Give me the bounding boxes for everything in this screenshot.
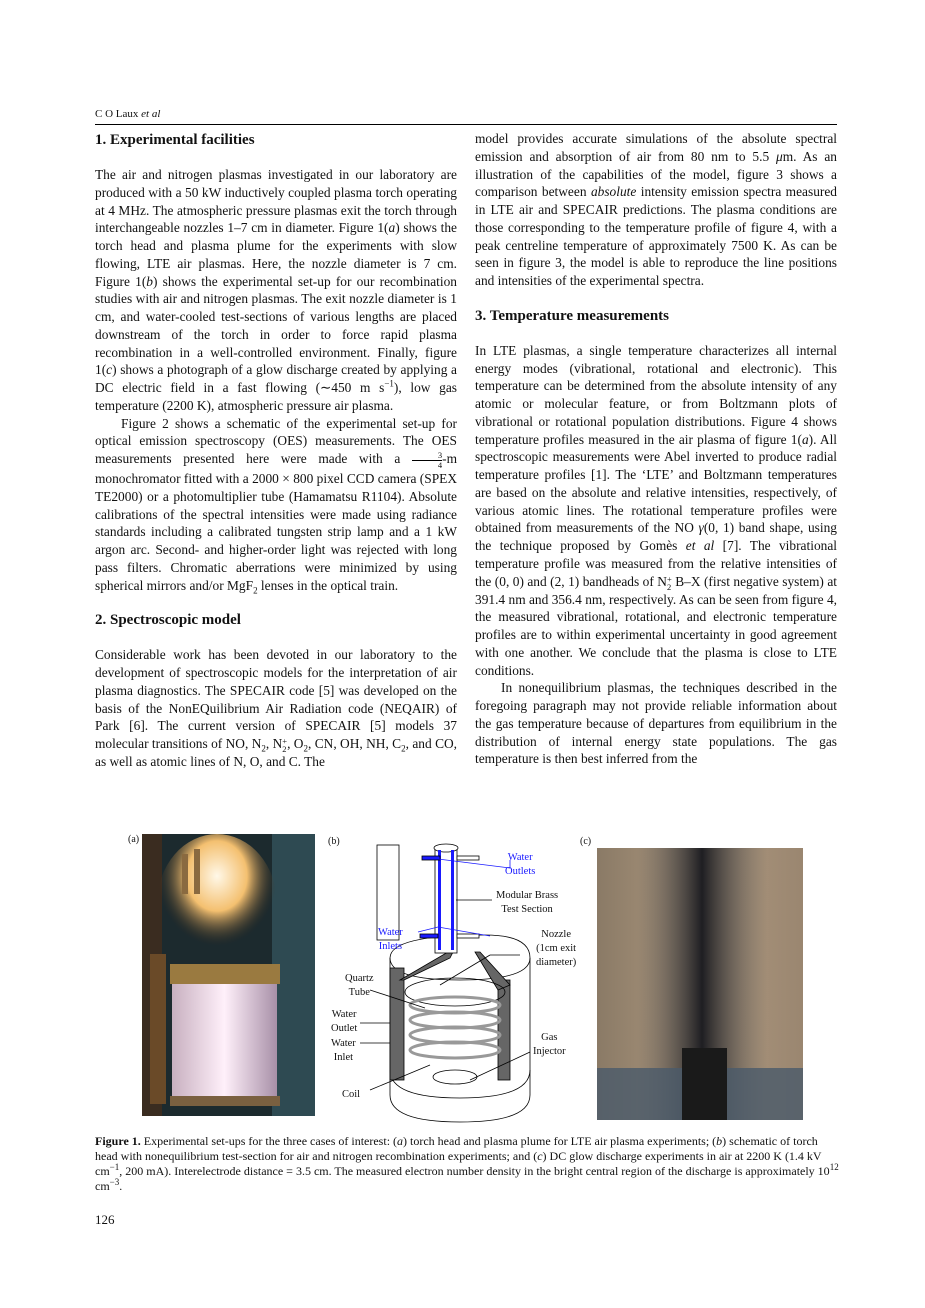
subscript: 2 [253,585,258,596]
italic-text: b [146,273,153,289]
figure-label: Figure 1. [95,1134,141,1148]
italic-text: absolute [590,184,637,200]
page-number: 126 [95,1212,115,1227]
subscript: 2 [261,743,266,754]
figure-caption: Figure 1. Experimental set-ups for the three cases of interest: (a) torch head and plasma plume for LTE air plasma experiments; (b) schematic of torch head with nonequilibrium test-section for air and nitrogen recombination experiments; and (c) DC glow discharge experiments in air at 2200 K (1.4 kV $cm^{-1}$, 200 mA). Interelectrode distance = 3.5 cm. The measured electron number density in the bright central region of the discharge is approximately $10^{12}$ $cm^{-3}$. [95,1134,839,1193]
italic-text: c [106,362,113,378]
right-column [475,130,837,768]
sup-sub-script: + 2 [282,736,288,754]
superscript: −1 [109,1162,120,1172]
panel-label-c: (c) [580,836,592,847]
label-brass-test-section: Modular Brass Test Section [496,890,559,915]
label-water-outlet: Water Outlet [331,1009,358,1034]
label-coil: Coil [342,1089,361,1100]
label-water-inlets: Water Inlets [378,927,403,952]
section-heading-temperature-measurements: 3. Temperature measurements [475,307,670,324]
left-column [95,130,457,771]
paragraph: model provides accurate simulations of the absolute spectral emission and absorption of air from 80 nm to 5.5 μm. As an illustration of the capabilities of the model, figure 3 shows a comparison between absolute intensity emission spectra measured in LTE air and SPECAIR predictions. The plasma conditions are those corresponding to the temperature profile of figure 4, with a peak centreline temperature of approximately 7500 K. As can be seen in figure 3, the model is able to reproduce the line positions and intensities of the experimental spectra. [475,131,837,288]
section-heading-experimental-facilities: 1. Experimental facilities [95,132,255,148]
italic-text: c [537,1149,543,1163]
italic-text: γ [698,520,704,536]
italic-text: a [388,220,396,236]
label-quartz-tube: Quartz Tube [345,973,374,998]
running-head: C O Laux et al [95,108,161,120]
italic-text: a [801,431,809,447]
glow-discharge-photo [597,848,803,1120]
header-rule [95,124,837,125]
label-nozzle: Nozzle (1cm exit diameter) [536,929,577,968]
label-water-inlet: Water Inlet [331,1038,356,1063]
superscript: −3 [109,1177,120,1187]
subscript: 2 [401,743,406,754]
italic-text: a [397,1134,404,1148]
label-water-outlets: Water Outlets [505,852,536,877]
label-gas-injector: Gas Injector [533,1032,566,1057]
paragraph: In LTE plasmas, a single temperature characterizes all internal energy modes (vibrational, rotational and electronic). This temperature can be determined from the absolute intensity of any atomic or molecular feature, or from Boltzmann plots of vibrational or rotational population distributions. Figure 4 shows temperature profiles measured in the air plasma of figure 1(a). All spectroscopic measurements were Abel inverted to produce radial temperature profiles [1]. The ‘LTE’ and Boltzmann temperatures are based on the absolute and relative intensities, respectively, of various atomic lines. The rotational temperature profiles were obtained from measurements of the NO γ(0, 1) band shape, using the technique proposed by Gomès et al [7]. The vibrational temperature profile was measured from the relative intensities of the (0, 0) and (2, 1) bandheads of N + 2 B–X (first negative system) at 391.4 nm and 356.4 nm, respectively. As can be seen from figure 4, the measured vibrational, rotational, and electronic temperature profiles are to within experimental uncertainty in good agreement with one another. We conclude that the plasma is close to LTE conditions. [475,342,838,678]
paragraph: Considerable work has been devoted in our laboratory to the development of spectroscopic models for the interpretation of air plasma diagnostics. The SPECAIR code [5] was developed on the basis of the NonEQuilibrium Air Radiation code (NEQAIR) of Park [6]. The current version of SPECAIR [5] models 37 molecular transitions of NO, $N_2$, N + 2 , $O_2$, CN, OH, NH, $C_2$, and CO, as well as atomic lines of N, O, and C. The [95,647,458,769]
torch-photo [142,834,315,1116]
superscript: 12 [829,1162,839,1172]
section-heading-spectroscopic-model: 2. Spectroscopic model [95,612,241,629]
sup-sub-script: + 2 [666,573,672,592]
panel-label-a: (a) [128,834,140,845]
superscript: −1 [384,378,394,389]
panel-label-b: (b) [328,836,340,847]
paragraph: In nonequilibrium plasmas, the techniques described in the foregoing paragraph may not provide reliable information about the gas temperature because of departures from equilibrium in the distribution of internal energy state populations. The gas temperature is then best inferred from the [475,680,837,767]
italic-text: μ [776,148,783,164]
subscript: 2 [303,743,308,754]
fraction: $\frac{3}{4}$ [412,451,442,470]
paragraph: The air and nitrogen plasmas investigated in our laboratory are produced with a 50 kW inductively coupled plasma torch operating at 4 MHz. The atmospheric pressure plasmas exit the torch through interchangeable nozzles 1–7 cm in diameter. Figure 1(a) shows the torch head and plasma plume for the experiments with slow flowing, LTE air plasmas. Here, the nozzle diameter is 7 cm. Figure 1(b) shows the experimental set-up for our recombination studies with air and nitrogen plasmas. The exit nozzle diameter is 1 cm, and water-cooled test-sections of various lengths are placed downstream of the torch in order to force rapid plasma recombination in a well-controlled environment. Finally, figure 1(c) shows a photograph of a glow discharge created by applying a DC electric field in a fast flowing (∼450 m $s^{-1}$), low gas temperature (2200 K), atmospheric pressure air plasma. [95,167,457,413]
italic-text: b [716,1134,723,1148]
italic-text: et al [141,108,161,120]
italic-text: et al [685,538,715,553]
paragraph: Figure 2 shows a schematic of the experimental set-up for optical emission spectroscopy (OES) measurements. The OES measurements presented here were made with a $\frac{3}{4}$ -m monochromator fitted with a 2000 × 800 pixel CCD camera (SPEX TE2000) or a photomultiplier tube (Hamamatsu R1104). Absolute calibrations of the spectral intensities were made using radiance standards including a calibrated tungsten strip lamp and a 1 kW argon arc. Second- and higher-order light was rejected with long pass filters. Chromatic aberrations were minimized by using spherical mirrors and/or MgF$_2$ lenses in the optical train. [95,415,457,596]
